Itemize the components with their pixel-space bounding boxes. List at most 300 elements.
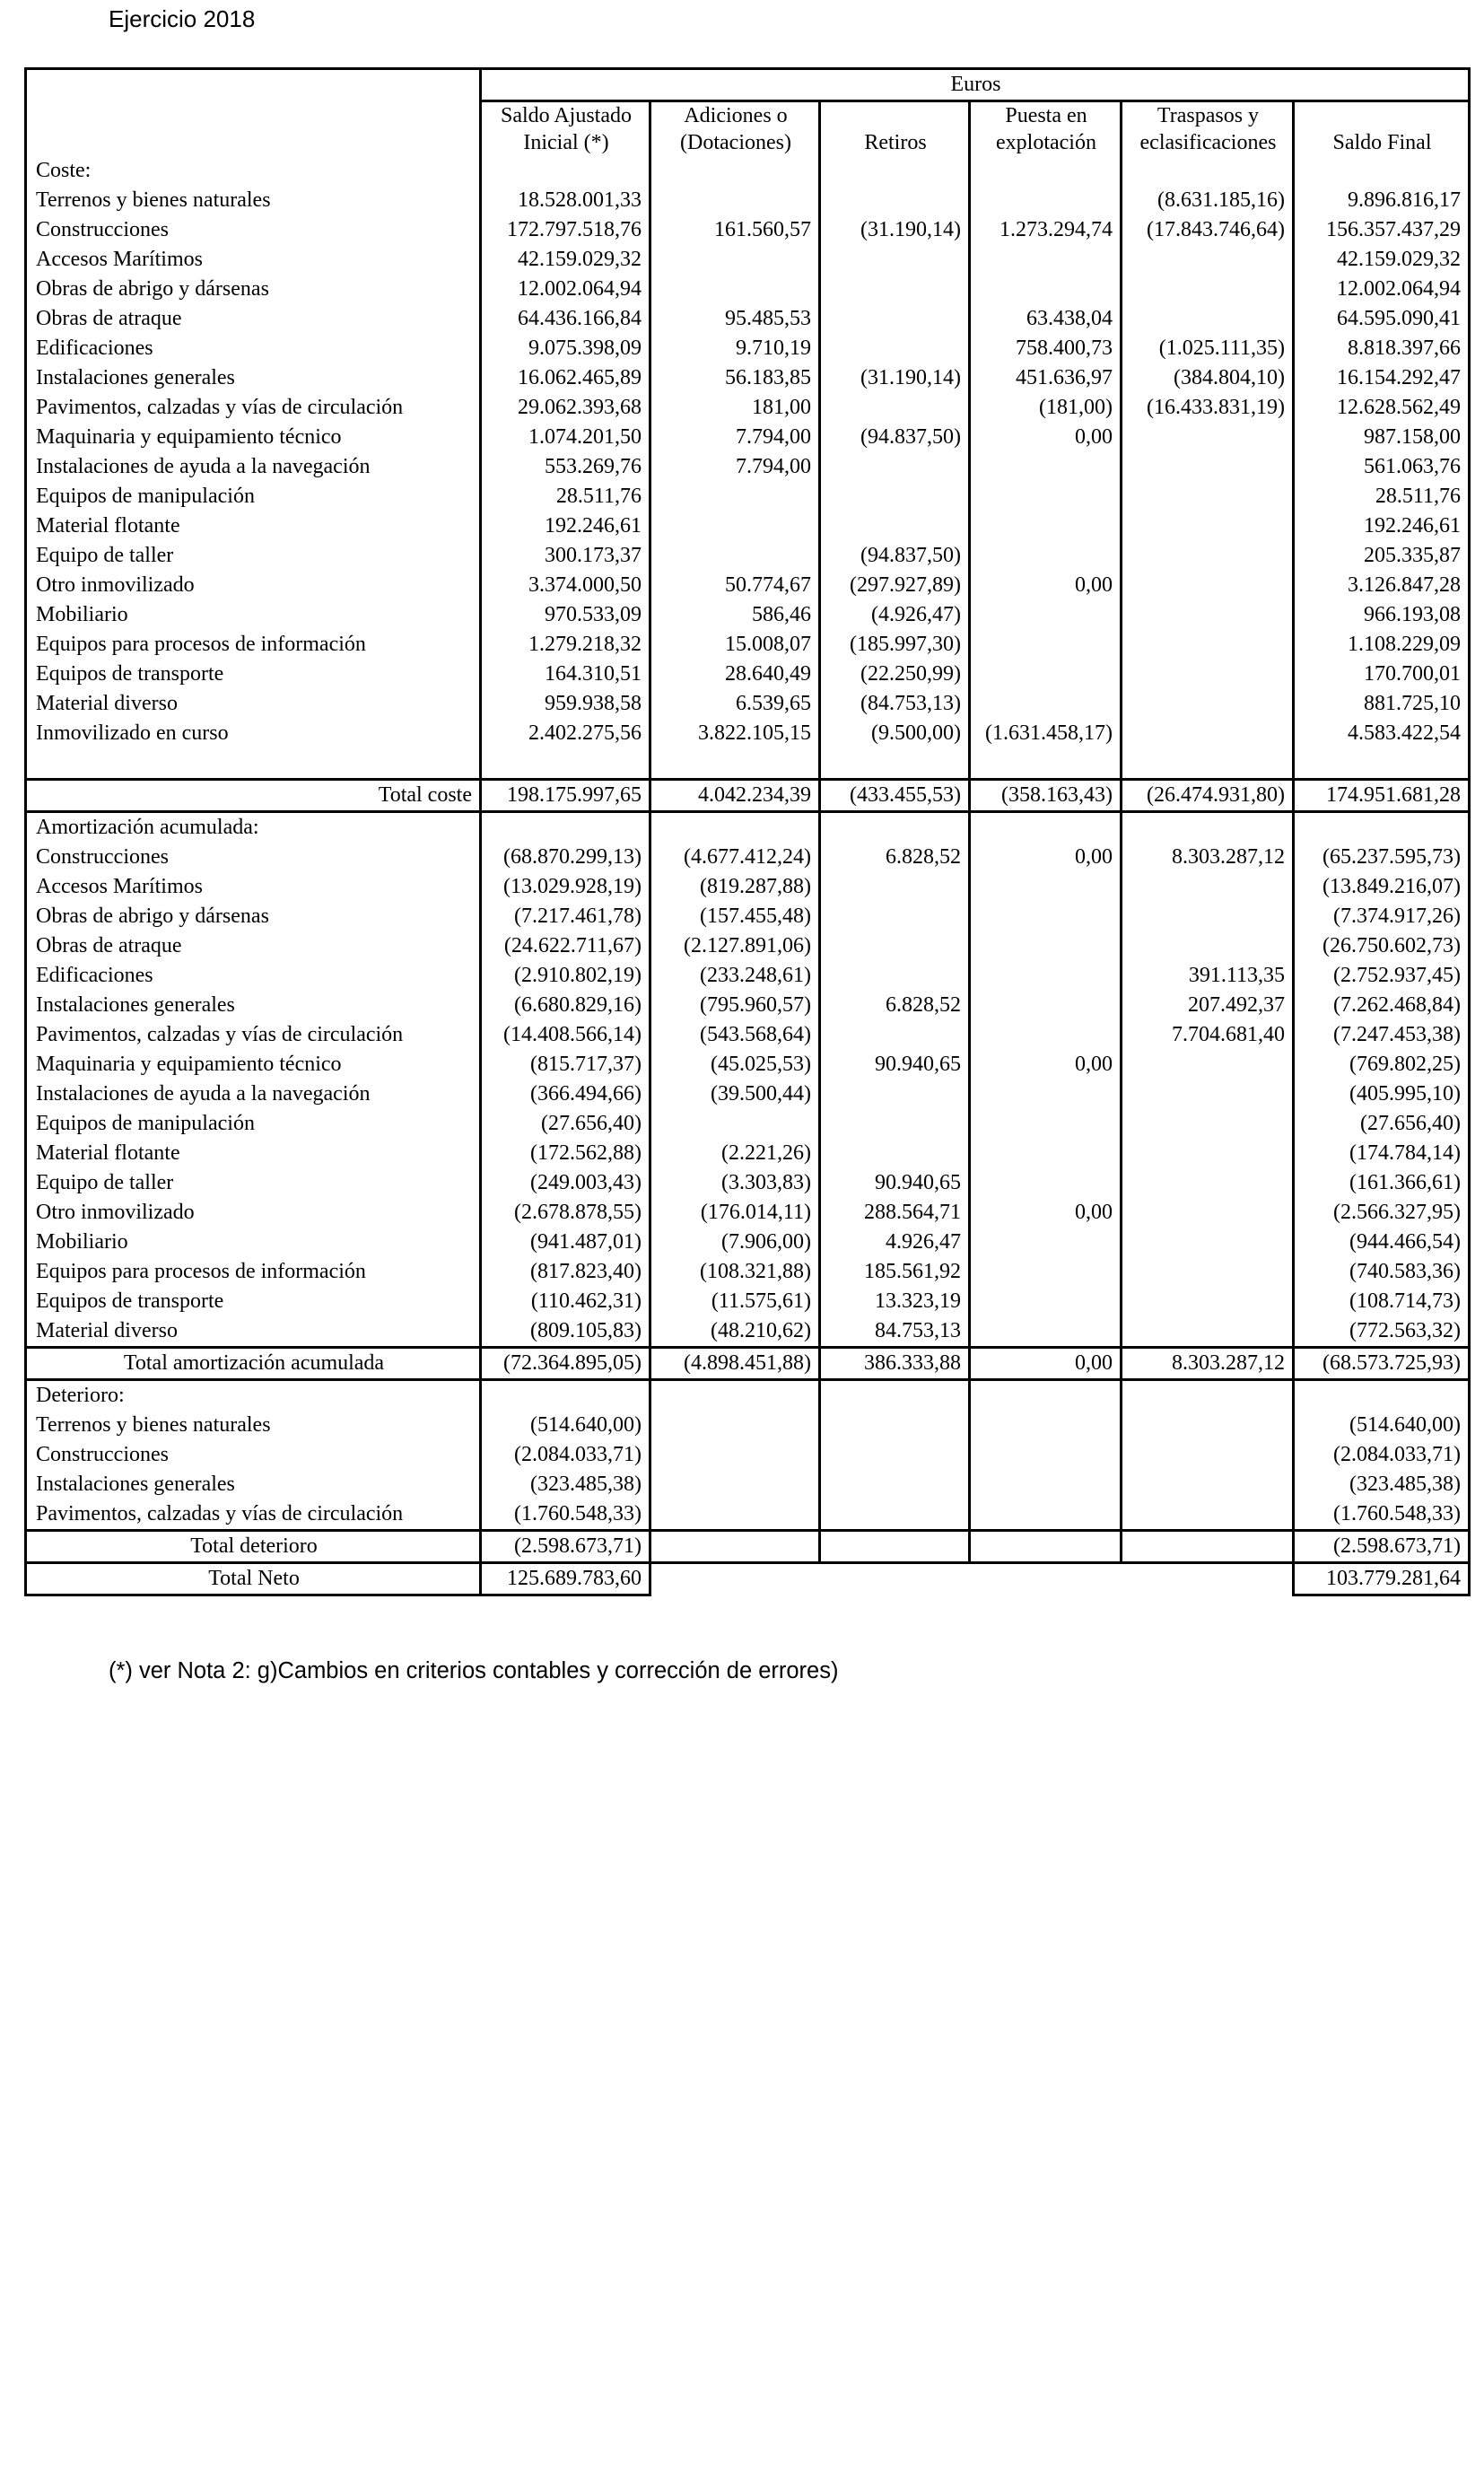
cell-traspasos — [1122, 1499, 1294, 1531]
table-row — [26, 689, 1470, 719]
table-row — [26, 393, 1470, 423]
cell-puesta-explotacion — [970, 1079, 1122, 1109]
cell-saldo-final: (323.485,38) — [1294, 1470, 1470, 1499]
cell-retiros: 185.561,92 — [820, 1257, 970, 1287]
cell-saldo-final: 174.951.681,28 — [1294, 780, 1470, 812]
spacer-cell — [820, 748, 970, 780]
cell-adiciones: 7.794,00 — [650, 452, 820, 482]
section-title: Amortización acumulada: — [26, 812, 481, 843]
cell-retiros — [820, 304, 970, 334]
table-row — [26, 1139, 1470, 1168]
cell-saldo-inicial: (323.485,38) — [481, 1470, 650, 1499]
cell-traspasos — [1122, 1287, 1294, 1316]
table-row — [26, 1228, 1470, 1257]
table-row — [26, 1079, 1470, 1109]
cell-puesta-explotacion — [970, 961, 1122, 991]
cell-puesta-explotacion — [970, 660, 1122, 689]
cell-traspasos — [1122, 600, 1294, 630]
row-label: Obras de abrigo y dársenas — [26, 902, 481, 931]
cell-adiciones: (157.455,48) — [650, 902, 820, 931]
cell-adiciones — [650, 482, 820, 511]
cell-saldo-final: 170.700,01 — [1294, 660, 1470, 689]
cell-adiciones — [650, 1499, 820, 1531]
cell-saldo-final: 966.193,08 — [1294, 600, 1470, 630]
cell-puesta-explotacion — [970, 630, 1122, 660]
cell-traspasos — [1122, 452, 1294, 482]
cell-saldo-final: 9.896.816,17 — [1294, 186, 1470, 215]
cell-saldo-inicial: (27.656,40) — [481, 1109, 650, 1139]
cell-adiciones — [650, 1440, 820, 1470]
cell-traspasos — [1122, 1257, 1294, 1287]
cell-retiros — [820, 872, 970, 902]
cell-puesta-explotacion — [970, 1531, 1122, 1563]
total-label: Total deterioro — [26, 1531, 481, 1563]
row-label: Equipos de transporte — [26, 1287, 481, 1316]
cell-saldo-inicial: 12.002.064,94 — [481, 275, 650, 304]
row-label: Equipos para procesos de información — [26, 1257, 481, 1287]
cell-traspasos — [1122, 275, 1294, 304]
cell-traspasos — [1122, 902, 1294, 931]
table-row — [26, 452, 1470, 482]
cell-traspasos — [1122, 660, 1294, 689]
cell-saldo-inicial: (514.640,00) — [481, 1411, 650, 1440]
row-label: Pavimentos, calzadas y vías de circulación — [26, 1020, 481, 1050]
cell-saldo-final: (68.573.725,93) — [1294, 1348, 1470, 1380]
cell-adiciones: 56.183,85 — [650, 363, 820, 393]
cell-traspasos — [1122, 1411, 1294, 1440]
cell-puesta-explotacion: (358.163,43) — [970, 780, 1122, 812]
cell-retiros — [820, 812, 970, 843]
cell-saldo-inicial: (1.760.548,33) — [481, 1499, 650, 1531]
cell-retiros: (185.997,30) — [820, 630, 970, 660]
cell-traspasos — [1122, 482, 1294, 511]
cell-saldo-final: 4.583.422,54 — [1294, 719, 1470, 748]
spacer-cell — [481, 748, 650, 780]
table-row — [26, 571, 1470, 600]
cell-retiros — [820, 1079, 970, 1109]
cell-retiros: 4.926,47 — [820, 1228, 970, 1257]
cell-saldo-final — [1294, 156, 1470, 186]
cell-saldo-final: (65.237.595,73) — [1294, 843, 1470, 872]
cell-saldo-inicial: 9.075.398,09 — [481, 334, 650, 363]
cell-puesta-explotacion — [970, 991, 1122, 1020]
cell-puesta-explotacion: 758.400,73 — [970, 334, 1122, 363]
cell-adiciones — [650, 1411, 820, 1440]
cell-saldo-final: 561.063,76 — [1294, 452, 1470, 482]
cell-retiros — [820, 156, 970, 186]
row-label: Inmovilizado en curso — [26, 719, 481, 748]
cell-adiciones — [650, 511, 820, 541]
cell-adiciones: 95.485,53 — [650, 304, 820, 334]
fixed-assets-table — [24, 67, 1471, 1596]
cell-retiros — [820, 245, 970, 275]
row-label: Maquinaria y equipamiento técnico — [26, 1050, 481, 1079]
cell-traspasos — [1122, 1531, 1294, 1563]
cell-puesta-explotacion — [970, 1020, 1122, 1050]
table-row — [26, 660, 1470, 689]
cell-saldo-inicial: (2.910.802,19) — [481, 961, 650, 991]
cell-saldo-inicial: 164.310,51 — [481, 660, 650, 689]
row-label: Equipos de manipulación — [26, 1109, 481, 1139]
total-label: Total amortización acumulada — [26, 1348, 481, 1380]
cell-saldo-inicial: 42.159.029,32 — [481, 245, 650, 275]
cell-saldo-inicial: 970.533,09 — [481, 600, 650, 630]
cell-traspasos — [1122, 156, 1294, 186]
col-header-traspasos: Traspasos y eclasificaciones — [1122, 101, 1294, 157]
row-label: Otro inmovilizado — [26, 571, 481, 600]
cell-adiciones: 161.560,57 — [650, 215, 820, 245]
table-row — [26, 334, 1470, 363]
cell-adiciones: (4.677.412,24) — [650, 843, 820, 872]
cell-saldo-inicial: (24.622.711,67) — [481, 931, 650, 961]
cell-traspasos — [1122, 571, 1294, 600]
row-label: Material flotante — [26, 1139, 481, 1168]
cell-puesta-explotacion: 63.438,04 — [970, 304, 1122, 334]
cell-saldo-inicial: 192.246,61 — [481, 511, 650, 541]
cell-saldo-inicial: 300.173,37 — [481, 541, 650, 571]
cell-retiros: 288.564,71 — [820, 1198, 970, 1228]
table-row — [26, 843, 1470, 872]
cell-saldo-inicial: 1.074.201,50 — [481, 423, 650, 452]
cell-retiros — [820, 902, 970, 931]
cell-traspasos — [1122, 1440, 1294, 1470]
row-label: Construcciones — [26, 1440, 481, 1470]
table-row — [26, 872, 1470, 902]
col-header-saldo-inicial: Saldo Ajustado Inicial (*) — [481, 101, 650, 157]
spacer-row — [26, 748, 1470, 780]
cell-traspasos — [1122, 1198, 1294, 1228]
cell-adiciones: 7.794,00 — [650, 423, 820, 452]
cell-puesta-explotacion — [970, 275, 1122, 304]
section-title-row — [26, 812, 1470, 843]
table-row — [26, 511, 1470, 541]
cell-retiros — [820, 1139, 970, 1168]
cell-puesta-explotacion: 0,00 — [970, 1198, 1122, 1228]
row-label: Equipos de manipulación — [26, 482, 481, 511]
cell-traspasos — [1122, 1168, 1294, 1198]
row-label: Edificaciones — [26, 334, 481, 363]
cell-adiciones: 9.710,19 — [650, 334, 820, 363]
cell-adiciones — [650, 1109, 820, 1139]
total-row — [26, 1348, 1470, 1380]
cell-saldo-final: (13.849.216,07) — [1294, 872, 1470, 902]
table-row — [26, 1257, 1470, 1287]
cell-traspasos: 8.303.287,12 — [1122, 843, 1294, 872]
row-label: Pavimentos, calzadas y vías de circulación — [26, 1499, 481, 1531]
cell-saldo-final: (740.583,36) — [1294, 1257, 1470, 1287]
cell-saldo-final: 192.246,61 — [1294, 511, 1470, 541]
cell-saldo-final: 16.154.292,47 — [1294, 363, 1470, 393]
table-row — [26, 304, 1470, 334]
cell-saldo-inicial: (14.408.566,14) — [481, 1020, 650, 1050]
cell-traspasos — [1122, 1470, 1294, 1499]
cell-traspasos: 7.704.681,40 — [1122, 1020, 1294, 1050]
cell-traspasos: (16.433.831,19) — [1122, 393, 1294, 423]
cell-saldo-inicial — [481, 1380, 650, 1412]
cell-adiciones: (795.960,57) — [650, 991, 820, 1020]
cell-saldo-final: 205.335,87 — [1294, 541, 1470, 571]
cell-puesta-explotacion: (181,00) — [970, 393, 1122, 423]
cell-saldo-final: (2.084.033,71) — [1294, 1440, 1470, 1470]
col-header-retiros: Retiros — [820, 101, 970, 157]
cell-saldo-inicial — [481, 156, 650, 186]
row-label: Mobiliario — [26, 1228, 481, 1257]
spacer-cell — [26, 748, 481, 780]
cell-retiros — [820, 275, 970, 304]
cell-saldo-inicial: (809.105,83) — [481, 1316, 650, 1348]
table-row — [26, 961, 1470, 991]
cell-saldo-inicial: 64.436.166,84 — [481, 304, 650, 334]
cell-puesta-explotacion — [970, 689, 1122, 719]
cell-retiros — [820, 511, 970, 541]
row-label: Pavimentos, calzadas y vías de circulación — [26, 393, 481, 423]
cell-saldo-inicial: 1.279.218,32 — [481, 630, 650, 660]
cell-saldo-inicial: 18.528.001,33 — [481, 186, 650, 215]
cell-saldo-final: (7.374.917,26) — [1294, 902, 1470, 931]
cell-adiciones: (45.025,53) — [650, 1050, 820, 1079]
cell-saldo-final: (26.750.602,73) — [1294, 931, 1470, 961]
table-row — [26, 600, 1470, 630]
cell-retiros — [820, 1531, 970, 1563]
cell-traspasos — [1122, 541, 1294, 571]
row-label: Obras de atraque — [26, 304, 481, 334]
cell-retiros: (433.455,53) — [820, 780, 970, 812]
cell-traspasos — [1122, 1050, 1294, 1079]
cell-retiros: (4.926,47) — [820, 600, 970, 630]
cell-traspasos: 207.492,37 — [1122, 991, 1294, 1020]
table-row — [26, 1411, 1470, 1440]
cell-saldo-final: (161.366,61) — [1294, 1168, 1470, 1198]
cell-puesta-explotacion — [970, 1563, 1122, 1595]
col-header-adiciones: Adiciones o (Dotaciones) — [650, 101, 820, 157]
row-label: Instalaciones generales — [26, 1470, 481, 1499]
cell-adiciones — [650, 186, 820, 215]
table-row — [26, 541, 1470, 571]
table-row — [26, 1198, 1470, 1228]
row-label: Mobiliario — [26, 600, 481, 630]
cell-traspasos — [1122, 511, 1294, 541]
cell-retiros: 90.940,65 — [820, 1050, 970, 1079]
cell-puesta-explotacion — [970, 600, 1122, 630]
cell-puesta-explotacion: 0,00 — [970, 1050, 1122, 1079]
cell-adiciones: (2.221,26) — [650, 1139, 820, 1168]
spacer-cell — [650, 748, 820, 780]
cell-saldo-final: (405.995,10) — [1294, 1079, 1470, 1109]
cell-saldo-inicial: (817.823,40) — [481, 1257, 650, 1287]
cell-saldo-inicial: (6.680.829,16) — [481, 991, 650, 1020]
cell-saldo-final — [1294, 1380, 1470, 1412]
cell-adiciones: 4.042.234,39 — [650, 780, 820, 812]
cell-retiros: 6.828,52 — [820, 991, 970, 1020]
row-label: Obras de atraque — [26, 931, 481, 961]
cell-saldo-inicial: 28.511,76 — [481, 482, 650, 511]
currency-header: Euros — [481, 69, 1470, 101]
cell-puesta-explotacion: 1.273.294,74 — [970, 215, 1122, 245]
table-row — [26, 1168, 1470, 1198]
cell-retiros: (9.500,00) — [820, 719, 970, 748]
cell-saldo-final: 42.159.029,32 — [1294, 245, 1470, 275]
cell-adiciones: (3.303,83) — [650, 1168, 820, 1198]
table-row — [26, 186, 1470, 215]
cell-saldo-final: 64.595.090,41 — [1294, 304, 1470, 334]
cell-retiros: 90.940,65 — [820, 1168, 970, 1198]
row-label: Construcciones — [26, 215, 481, 245]
cell-saldo-inicial: (366.494,66) — [481, 1079, 650, 1109]
cell-adiciones: (2.127.891,06) — [650, 931, 820, 961]
cell-retiros — [820, 452, 970, 482]
cell-puesta-explotacion — [970, 1380, 1122, 1412]
cell-traspasos — [1122, 630, 1294, 660]
cell-puesta-explotacion — [970, 452, 1122, 482]
cell-adiciones: 15.008,07 — [650, 630, 820, 660]
cell-adiciones — [650, 541, 820, 571]
table-row — [26, 482, 1470, 511]
cell-puesta-explotacion — [970, 1257, 1122, 1287]
cell-retiros: 13.323,19 — [820, 1287, 970, 1316]
cell-traspasos — [1122, 689, 1294, 719]
table-row — [26, 1287, 1470, 1316]
cell-saldo-final: (514.640,00) — [1294, 1411, 1470, 1440]
col-header-saldo-final: Saldo Final — [1294, 101, 1470, 157]
row-label: Instalaciones generales — [26, 363, 481, 393]
row-label: Maquinaria y equipamiento técnico — [26, 423, 481, 452]
cell-saldo-final: 12.628.562,49 — [1294, 393, 1470, 423]
cell-puesta-explotacion — [970, 1109, 1122, 1139]
table-body — [26, 156, 1470, 1595]
table-row — [26, 423, 1470, 452]
net-total-row — [26, 1563, 1470, 1595]
cell-puesta-explotacion — [970, 511, 1122, 541]
cell-saldo-final: (2.566.327,95) — [1294, 1198, 1470, 1228]
cell-traspasos: 391.113,35 — [1122, 961, 1294, 991]
table-row — [26, 719, 1470, 748]
cell-traspasos: (8.631.185,16) — [1122, 186, 1294, 215]
cell-puesta-explotacion — [970, 186, 1122, 215]
cell-saldo-inicial: 125.689.783,60 — [481, 1563, 650, 1595]
row-label: Accesos Marítimos — [26, 872, 481, 902]
cell-saldo-inicial: 198.175.997,65 — [481, 780, 650, 812]
total-label: Total coste — [26, 780, 481, 812]
cell-retiros: 386.333,88 — [820, 1348, 970, 1380]
header-blank-cell — [26, 69, 481, 157]
cell-retiros — [820, 1470, 970, 1499]
cell-saldo-inicial: 553.269,76 — [481, 452, 650, 482]
cell-saldo-inicial: 959.938,58 — [481, 689, 650, 719]
cell-puesta-explotacion — [970, 872, 1122, 902]
row-label: Instalaciones de ayuda a la navegación — [26, 1079, 481, 1109]
cell-puesta-explotacion — [970, 1440, 1122, 1470]
table-row — [26, 931, 1470, 961]
cell-traspasos: (384.804,10) — [1122, 363, 1294, 393]
cell-adiciones: (543.568,64) — [650, 1020, 820, 1050]
cell-saldo-final: (108.714,73) — [1294, 1287, 1470, 1316]
table-row — [26, 1440, 1470, 1470]
spacer-cell — [970, 748, 1122, 780]
cell-retiros — [820, 186, 970, 215]
cell-puesta-explotacion — [970, 1470, 1122, 1499]
cell-retiros — [820, 1020, 970, 1050]
cell-puesta-explotacion: 0,00 — [970, 571, 1122, 600]
cell-adiciones — [650, 812, 820, 843]
cell-retiros: (84.753,13) — [820, 689, 970, 719]
cell-adiciones — [650, 1470, 820, 1499]
cell-adiciones: (11.575,61) — [650, 1287, 820, 1316]
row-label: Equipo de taller — [26, 1168, 481, 1198]
cell-adiciones — [650, 1380, 820, 1412]
cell-adiciones: 28.640,49 — [650, 660, 820, 689]
cell-saldo-final: 28.511,76 — [1294, 482, 1470, 511]
cell-retiros — [820, 961, 970, 991]
cell-retiros: 84.753,13 — [820, 1316, 970, 1348]
section-title: Coste: — [26, 156, 481, 186]
cell-puesta-explotacion — [970, 931, 1122, 961]
cell-retiros — [820, 1380, 970, 1412]
table-row — [26, 1020, 1470, 1050]
cell-retiros: (297.927,89) — [820, 571, 970, 600]
table-row — [26, 1050, 1470, 1079]
cell-saldo-inicial: (2.678.878,55) — [481, 1198, 650, 1228]
cell-puesta-explotacion: 0,00 — [970, 1348, 1122, 1380]
cell-retiros: (31.190,14) — [820, 363, 970, 393]
footnote: (*) ver Nota 2: g)Cambios en criterios contables y corrección de errores) — [109, 1658, 839, 1683]
cell-saldo-inicial: (110.462,31) — [481, 1287, 650, 1316]
cell-saldo-final: (7.247.453,38) — [1294, 1020, 1470, 1050]
cell-adiciones: (48.210,62) — [650, 1316, 820, 1348]
cell-saldo-inicial: (2.084.033,71) — [481, 1440, 650, 1470]
cell-adiciones — [650, 156, 820, 186]
cell-traspasos — [1122, 1316, 1294, 1348]
cell-saldo-final: 103.779.281,64 — [1294, 1563, 1470, 1595]
cell-adiciones: (7.906,00) — [650, 1228, 820, 1257]
cell-puesta-explotacion — [970, 1139, 1122, 1168]
cell-saldo-inicial: (7.217.461,78) — [481, 902, 650, 931]
cell-saldo-final: 8.818.397,66 — [1294, 334, 1470, 363]
cell-saldo-inicial: (815.717,37) — [481, 1050, 650, 1079]
cell-saldo-inicial: (941.487,01) — [481, 1228, 650, 1257]
cell-retiros — [820, 1411, 970, 1440]
cell-saldo-final: (174.784,14) — [1294, 1139, 1470, 1168]
table-row — [26, 1470, 1470, 1499]
cell-saldo-final: (27.656,40) — [1294, 1109, 1470, 1139]
cell-puesta-explotacion — [970, 1499, 1122, 1531]
cell-retiros — [820, 1109, 970, 1139]
cell-puesta-explotacion — [970, 1287, 1122, 1316]
cell-saldo-final: 987.158,00 — [1294, 423, 1470, 452]
table-row — [26, 215, 1470, 245]
row-label: Obras de abrigo y dársenas — [26, 275, 481, 304]
spacer-cell — [1122, 748, 1294, 780]
cell-saldo-final: 3.126.847,28 — [1294, 571, 1470, 600]
cell-traspasos — [1122, 1380, 1294, 1412]
col-header-puesta-explotacion: Puesta en explotación — [970, 101, 1122, 157]
cell-traspasos: (26.474.931,80) — [1122, 780, 1294, 812]
row-label: Equipos de transporte — [26, 660, 481, 689]
cell-puesta-explotacion: 0,00 — [970, 843, 1122, 872]
page-title: Ejercicio 2018 — [109, 5, 256, 32]
cell-saldo-inicial: (172.562,88) — [481, 1139, 650, 1168]
cell-saldo-final: 1.108.229,09 — [1294, 630, 1470, 660]
cell-traspasos — [1122, 719, 1294, 748]
row-label: Construcciones — [26, 843, 481, 872]
row-label: Terrenos y bienes naturales — [26, 1411, 481, 1440]
row-label: Material diverso — [26, 689, 481, 719]
cell-saldo-inicial: 3.374.000,50 — [481, 571, 650, 600]
cell-saldo-final: 156.357.437,29 — [1294, 215, 1470, 245]
table-row — [26, 363, 1470, 393]
cell-saldo-final: (944.466,54) — [1294, 1228, 1470, 1257]
cell-traspasos: (1.025.111,35) — [1122, 334, 1294, 363]
cell-traspasos — [1122, 423, 1294, 452]
